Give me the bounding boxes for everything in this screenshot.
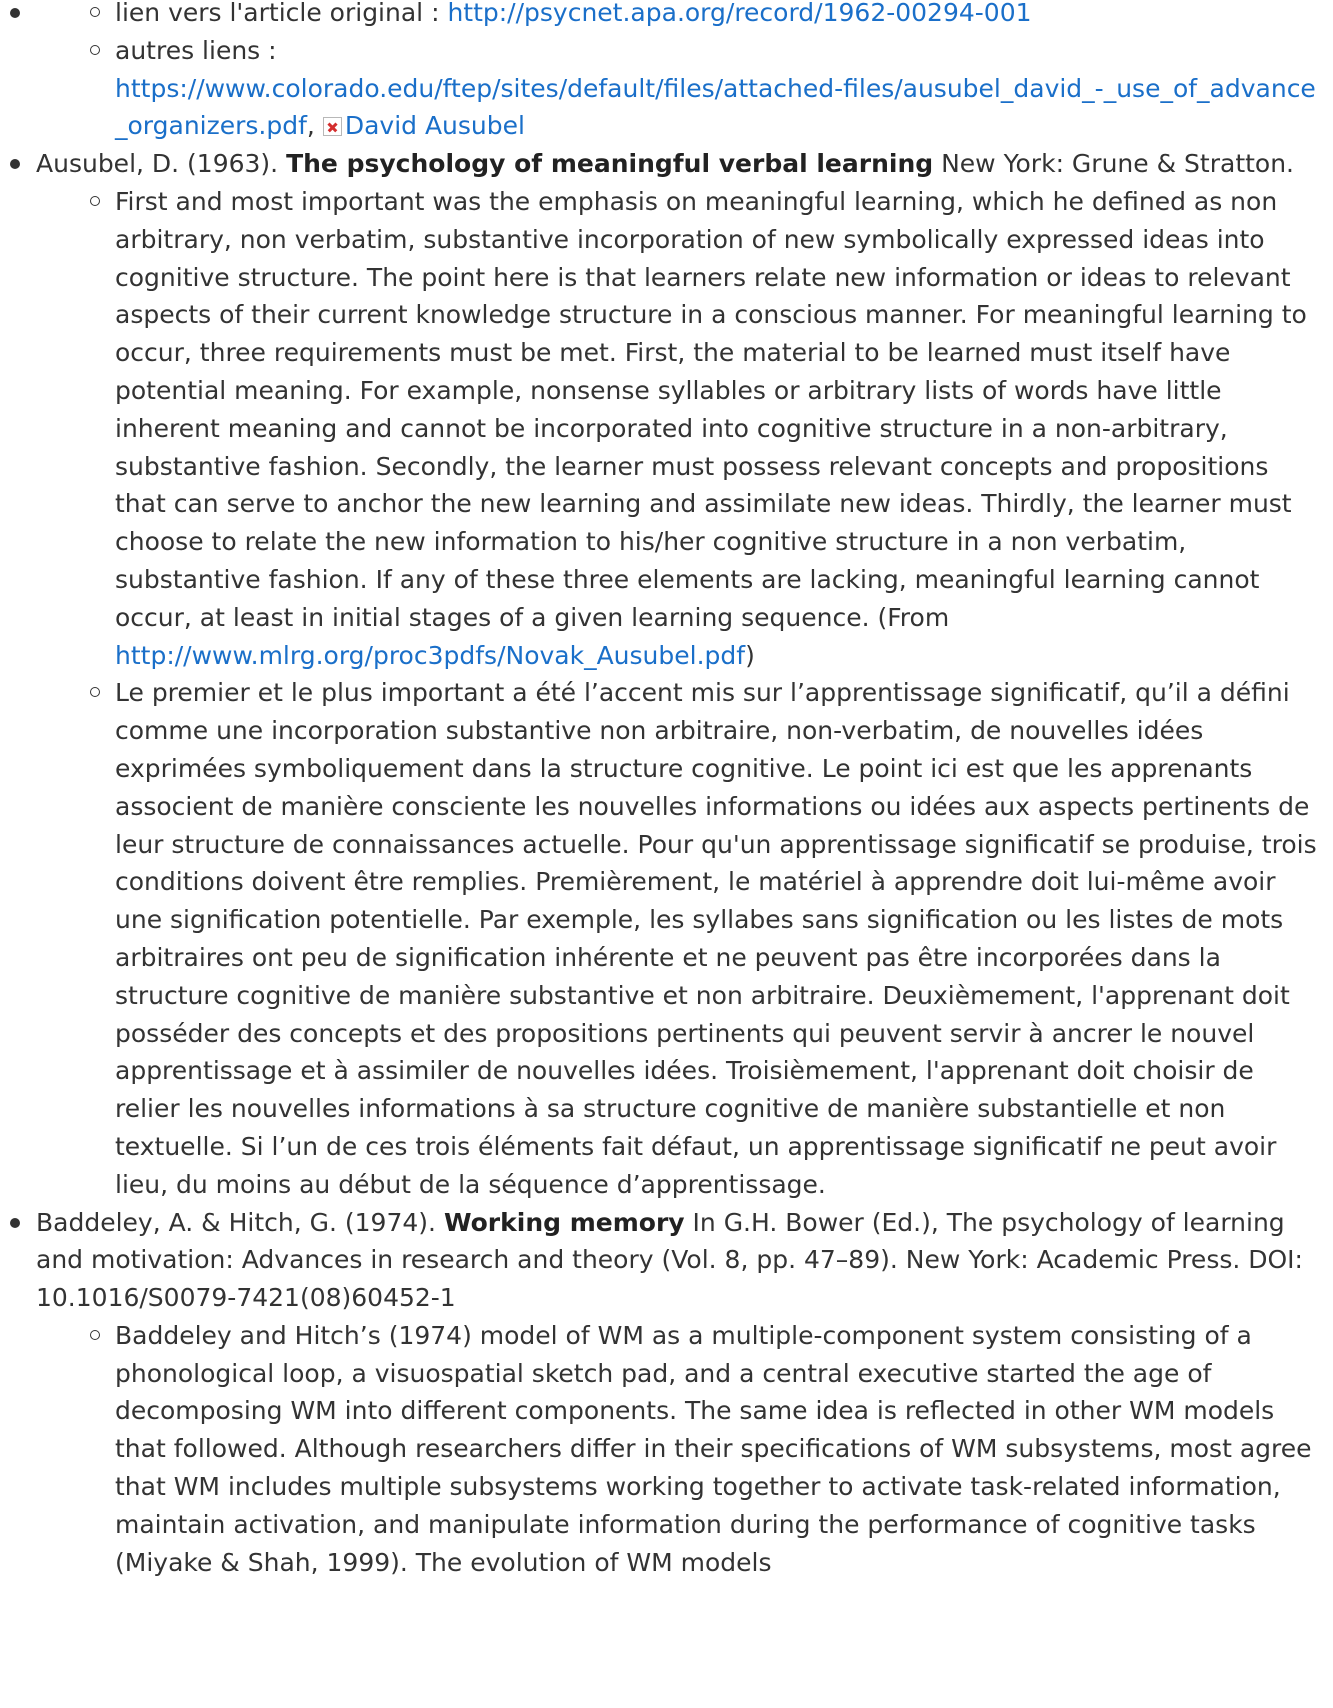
novak-ausubel-pdf-link[interactable]: http://www.mlrg.org/proc3pdfs/Novak_Ausubel.pdf [115,640,746,670]
ausubel-note-english-text: First and most important was the emphasis on meaningful learning, which he defined as non arbitrary, non verbatim, substantive incorporation of new symbolically expressed ideas into cognitive structure. The point here is that learners relate new information or ideas to relevant aspects of their current knowledge structure in a conscious manner. For meaningful learning to occur, three requirements must be met. First, the material to be learned must itself have potential meaning. For example, nonsense syllables or arbitrary lists of words have little inherent meaning and cannot be incorporated into cognitive structure in a non-arbitrary, substantive fashion. Secondly, the learner must possess relevant concepts and propositions that can serve to anchor the new learning and assimilate new ideas. Thirdly, the learner must choose to relate the new information to his/her cognitive structure in a non verbatim, substantive fashion. If any of these three elements are lacking, meaningful learning cannot occur, at least in initial stages of a given learning sequence. (From [115,186,1307,632]
citation-title: Working memory [443,1207,685,1237]
citation-source: In G.H. Bower (Ed.), The psychology of learning and motivation: Advances in research and theory (Vol. 8, pp. 47–89). New York: Academic Press. DOI: 10.1016/S0079-7421(08)60452-1 [36,1207,1303,1313]
ausubel-note-french-text: Le premier et le plus important a été l’accent mis sur l’apprentissage significatif, qu’il a défini comme une incorporation substantive non arbitraire, non-verbatim, de nouvelles idées exprimées symboliquement dans la structure cognitive. Le point ici est que les apprenants associent de manière consciente les nouvelles informations ou idées aux aspects pertinents de leur structure de connaissances actuelle. Pour qu'un apprentissage significatif se produise, trois conditions doivent être remplies. Premièrement, le matériel à apprendre doit lui-même avoir une signification potentielle. Par exemple, les syllabes sans signification ou les listes de mots arbitraires ont peu de signification inhérente et ne peuvent pas être incorporées dans la structure cognitive de manière substantive et non arbitraire. Deuxièmement, l'apprenant doit posséder des concepts et des propositions pertinents qui peuvent servir à ancrer le nouvel apprentissage et à assimiler de nouvelles idées. Troisièmement, l'apprenant doit choisir de relier les nouvelles informations à sa structure cognitive de manière substantielle et non textuelle. Si l’un de ces trois éléments fait défaut, un apprentissage significatif ne peut avoir lieu, du moins au début de la séquence d’apprentissage. [115,678,1317,1199]
ausubel-notes-list [36,183,1321,1204]
citation-title: The psychology of meaningful verbal learning [286,149,934,179]
closing-parenthesis: ) [745,640,755,670]
baddeley-note-english-text: Baddeley and Hitch’s (1974) model of WM as a multiple-component system consisting of a phonological loop, a visuospatial sketch pad, and a central executive started the age of decomposing WM into different components. The same idea is reflected in other WM models that followed. Although researchers differ in their specifications of WM subsystems, most agree that WM includes multiple subsystems working together to activate task-related information, maintain activation, and manipulate information during the performance of cognitive tasks (Miyake & Shah, 1999). The evolution of WM models [115,1320,1312,1577]
citation-authors-year: Ausubel, D. (1963). [36,149,287,179]
baddeley-notes-list [36,1317,1321,1582]
broken-image-icon [323,117,342,136]
other-links-label: autres liens : [115,35,277,65]
other-links-item [115,32,1321,145]
ausubel-note-english [115,183,1321,674]
original-article-link[interactable]: http://psycnet.apa.org/record/1962-00294-001 [447,0,1032,27]
previous-reference-item [36,0,1333,145]
original-link-item [115,0,1321,32]
citation-authors-year: Baddeley, A. & Hitch, G. (1974). [36,1207,444,1237]
david-ausubel-link[interactable]: David Ausubel [344,111,525,141]
ausubel-note-french [115,674,1321,1203]
reference-ausubel-1963 [36,145,1333,1203]
original-link-label: lien vers l'article original : [115,0,448,27]
baddeley-note-english [115,1317,1321,1582]
previous-reference-sublist [36,0,1321,145]
reference-baddeley-1974 [36,1204,1333,1582]
advance-organizers-pdf-link[interactable]: https://www.colorado.edu/ftep/sites/default/files/attached-files/ausubel_david_-_use_of_advance_organizers.pdf [115,73,1316,141]
link-separator: , [306,111,323,141]
citation-publisher: New York: Grune & Stratton. [933,149,1295,179]
